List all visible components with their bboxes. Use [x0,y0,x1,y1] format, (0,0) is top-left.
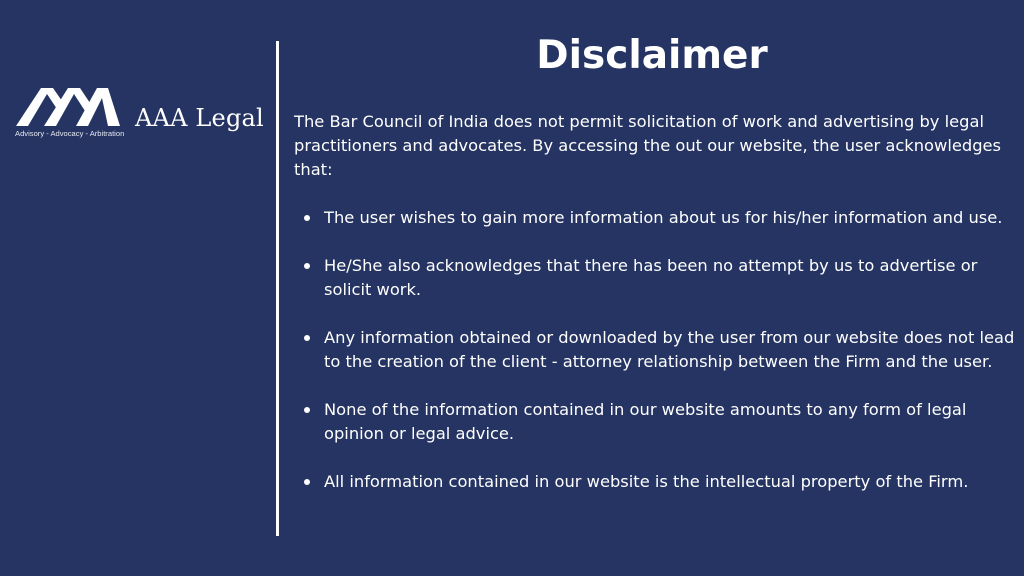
list-item-text: None of the information contained in our website amounts to any form of legal opinion or legal advice. [324,400,967,443]
bullet-icon [304,407,310,413]
triple-mountain-logo-icon [16,86,120,130]
page-title: Disclaimer [536,33,768,78]
bullet-icon [304,479,310,485]
brand-name: AAA Legal [135,104,264,132]
list-item-text: He/She also acknowledges that there has been no attempt by us to advertise or solicit work. [324,256,978,299]
brand-logo [14,86,264,146]
list-item-text: The user wishes to gain more information about us for his/her information and use. [324,208,1003,227]
vertical-divider [276,41,279,536]
disclaimer-content [294,110,1018,494]
disclaimer-intro: The Bar Council of India does not permit solicitation of work and advertising by legal practitioners and advocates. By accessing the out our website, the user acknowledges that: [294,112,1002,179]
list-item [294,326,1018,374]
bullet-icon [304,335,310,341]
list-item [294,206,1018,230]
list-item [294,254,1018,302]
list-item [294,470,1018,494]
disclaimer-list [294,206,1018,494]
bullet-icon [304,263,310,269]
bullet-icon [304,215,310,221]
list-item-text: Any information obtained or downloaded by the user from our website does not lead to the creation of the client - attorney relationship between the Firm and the user. [324,328,1015,371]
list-item-text: All information contained in our website is the intellectual property of the Firm. [324,472,969,491]
brand-tagline: Advisory - Advocacy - Arbitration [15,129,125,138]
list-item [294,398,1018,446]
